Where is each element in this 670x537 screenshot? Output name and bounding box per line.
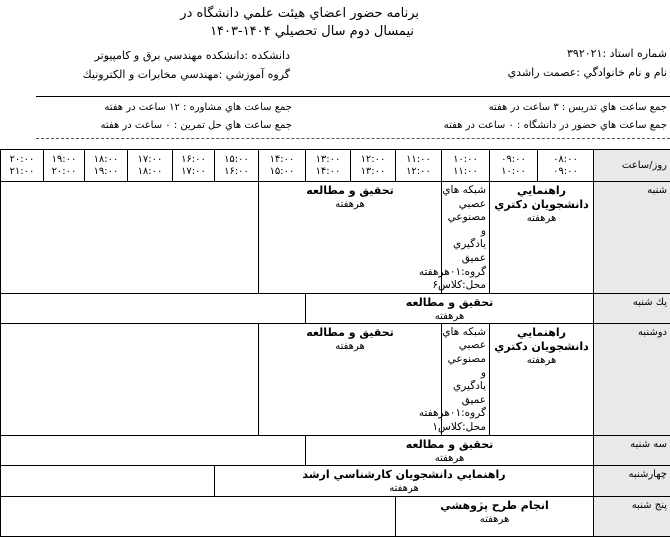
hour-cell-1600: ۱۶:۰۰ ۱۷:۰۰	[173, 150, 215, 182]
faculty: دانشكده :دانشكده مهندسي برق و كامپيوتر	[95, 49, 290, 62]
hour-cell-1500: ۱۵:۰۰ ۱۶:۰۰	[215, 150, 259, 182]
day-label-thursday: پنج شنبه	[594, 496, 670, 536]
tutorial-hours: جمع ساعت هاي حل تمرين : ۰ ساعت در هفته	[101, 120, 292, 131]
day-row-tuesday	[1, 435, 670, 465]
empty-slot	[1, 293, 306, 323]
empty-slot	[1, 496, 396, 536]
event-supervision-monday: راهنمايي دانشجويان دكتري هرهفته	[490, 323, 594, 435]
hour-cell-1100: ۱۱:۰۰ ۱۲:۰۰	[396, 150, 442, 182]
event-research-sunday: تحقيق و مطالعه هرهفته	[306, 293, 594, 323]
event-proposal-thursday: انجام طرح پژوهشي هرهفته	[396, 496, 594, 536]
empty-slot	[1, 435, 306, 465]
hour-cell-1900: ۱۹:۰۰ ۲۰:۰۰	[44, 150, 85, 182]
presence-hours: جمع ساعت هاي حضور در دانشگاه : ۰ ساعت در هفته	[444, 120, 667, 131]
empty-slot	[1, 182, 259, 294]
event-masters-wednesday: راهنمايي دانشجويان كارشناسي ارشد هرهفته	[215, 465, 594, 496]
professor-id: شماره استاد :۳۹۲۰۲۱	[567, 47, 667, 60]
professor-name: نام و نام خانوادگي :عصمت راشدي	[508, 66, 667, 79]
event-research-monday: تحقيق و مطالعه هرهفته	[259, 323, 442, 435]
day-label-tuesday: سه شنبه	[594, 435, 670, 465]
day-label-wednesday: چهارشنبه	[594, 465, 670, 496]
summary-divider	[36, 138, 670, 139]
day-label-sunday: يك شنبه	[594, 293, 670, 323]
hour-cell-0900: ۰۹:۰۰ ۱۰:۰۰	[490, 150, 538, 182]
corner-label: روز/ساعت	[594, 150, 670, 182]
day-row-wednesday	[1, 465, 670, 496]
header-divider	[36, 96, 670, 97]
hours-row	[1, 150, 670, 182]
hour-cell-1400: ۱۴:۰۰ ۱۵:۰۰	[259, 150, 306, 182]
schedule-table	[0, 149, 670, 537]
hour-cell-1000: ۱۰:۰۰ ۱۱:۰۰	[442, 150, 490, 182]
teaching-hours: جمع ساعت هاي تدريس : ۳ ساعت در هفته	[489, 102, 667, 113]
hour-cell-2000: ۲۰:۰۰ ۲۱:۰۰	[1, 150, 44, 182]
event-supervision-saturday: راهنمايي دانشجويان دكتري هرهفته	[490, 182, 594, 294]
event-course-monday: شبكه هاي عصبي مصنوعي و يادگيري عميق گروه:۰۱هرهفته محل:كلاس۱	[442, 323, 490, 435]
hour-cell-0800: ۰۸:۰۰ ۰۹:۰۰	[538, 150, 594, 182]
hour-cell-1300: ۱۳:۰۰ ۱۴:۰۰	[306, 150, 351, 182]
day-row-thursday	[1, 496, 670, 536]
day-row-sunday	[1, 293, 670, 323]
day-row-monday	[1, 323, 670, 435]
title-line-1: برنامه حضور اعضاي هيئت علمي دانشگاه در	[180, 6, 419, 21]
department: گروه آموزشي :مهندسي مخابرات و الكترونيك	[83, 68, 290, 81]
empty-slot	[1, 323, 259, 435]
title-line-2: نيمسال دوم سال تحصيلي ۱۴۰۴-۱۴۰۳	[210, 24, 414, 39]
day-label-saturday: شنبه	[594, 182, 670, 294]
event-course-saturday: شبكه هاي عصبي مصنوعي و يادگيري عميق گروه:۰۱هرهفته محل:كلاس۶	[442, 182, 490, 294]
hour-cell-1700: ۱۷:۰۰ ۱۸:۰۰	[128, 150, 173, 182]
hour-cell-1800: ۱۸:۰۰ ۱۹:۰۰	[85, 150, 128, 182]
empty-slot	[1, 465, 215, 496]
counseling-hours: جمع ساعت هاي مشاوره : ۱۲ ساعت در هفته	[104, 102, 292, 113]
event-research-saturday: تحقيق و مطالعه هرهفته	[259, 182, 442, 294]
day-label-monday: دوشنبه	[594, 323, 670, 435]
event-research-tuesday: تحقيق و مطالعه هرهفته	[306, 435, 594, 465]
day-row-saturday	[1, 182, 670, 294]
hour-cell-1200: ۱۲:۰۰ ۱۳:۰۰	[351, 150, 396, 182]
